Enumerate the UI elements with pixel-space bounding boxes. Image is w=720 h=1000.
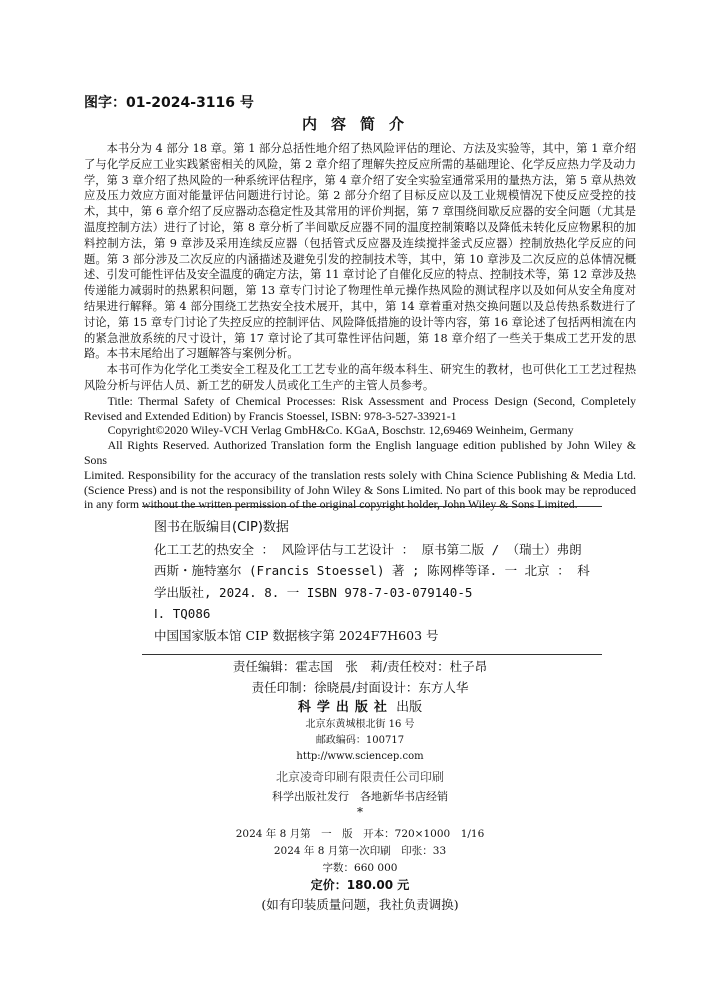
- rights-line-first: All Rights Reserved. Authorized Translation form the English language edition published by John Wiley & Sons: [84, 438, 636, 467]
- printer: 北京凌奇印刷有限责任公司印刷: [275, 770, 444, 784]
- registration-number: 图字：01-2024-3116 号: [84, 95, 254, 111]
- cip-record: 化工工艺的热安全 ： 风险评估与工艺设计 ： 原书第二版 / （瑞士）弗朗西斯・施特塞尔 (Francis Stoessel) 著 ; 陈网桦等译. 一 北京 ： 科学出版社, 2024. 8. 一 ISBN 978-7-03-079140-5: [154, 541, 590, 600]
- original-title-line: Title: Thermal Safety of Chemical Processes: Risk Assessment and Process Design (Second, Completely Revised and Extended Edition) by Francis Stoessel, ISBN: 978-3-527-33921-1: [84, 393, 636, 423]
- publisher-suffix: 出版: [396, 700, 423, 715]
- cip-verification: 中国国家版本馆 CIP 数据核字第 2024F7H603 号: [154, 627, 439, 643]
- quality-note: (如有印装质量问题，我社负责调换): [261, 897, 459, 912]
- word-count: 字数：660 000: [322, 862, 398, 874]
- summary-paragraph-2: 本书可作为化学化工类安全工程及化工工艺专业的高年级本科生、研究生的教材，也可供化工工艺过程热风险分析与评估人员、新工艺的研发人员或化工生产的主管人员参考。: [84, 363, 636, 392]
- book-summary: [84, 141, 636, 512]
- copyright-line: Copyright©2020 Wiley-VCH Verlag GmbH&Co. KGaA, Boschstr. 12,69469 Weinheim, Germany: [107, 423, 574, 438]
- publisher-website: http://www.sciencep.com: [296, 751, 424, 762]
- printing-info: 2024 年 8 月第一次印刷 印张：33: [273, 845, 447, 857]
- imprint: [0, 700, 720, 819]
- publisher-line: [0, 700, 720, 717]
- credits-production: 责任印制：徐晓晨/封面设计：东方人华: [251, 680, 469, 695]
- publisher-address: 北京东黄城根北街 16 号: [305, 719, 415, 730]
- rights-statement: Limited. Responsibility for the accuracy of the translation rests solely with China Science Publishing & Media Ltd. (Science Press) and is not the responsibility of John Wiley & Sons Limited. No part of this book may be reproduced in any form without the written permission of the original copyright holder, John Wiley & Sons Limited.: [84, 467, 636, 512]
- cip-classification: Ⅰ. TQ086: [154, 606, 211, 621]
- summary-title: 内容简介: [301, 115, 418, 133]
- separator-star: *: [357, 805, 363, 819]
- cip-data-box: [142, 506, 602, 655]
- cip-heading: 图书在版编目(CIP)数据: [154, 520, 289, 535]
- edition-info: 2024 年 8 月第 一 版 开本：720×1000 1/16: [235, 828, 485, 840]
- publisher-postcode: 邮政编码：100717: [315, 735, 405, 746]
- credits: [0, 656, 720, 698]
- book-specs: [0, 826, 720, 913]
- summary-paragraph-1: 本书分为 4 部分 18 章。第 1 部分总括性地介绍了热风险评估的理论、方法及实验等，其中，第 1 章介绍了与化学反应工业实践紧密相关的风险，第 2 章介绍了理解失控反应所需的基础理论、化学反应热力学及动力学，第 3 章介绍了热风险的一种系统评估程序，第 4 章介绍了安全实验室通常采用的量热方法，第 5 章从热效应及压力效应方面对能量评估问题进行讨论。第 2 部分介绍了目标反应以及工业规模情况下使反应受控的技术，其中，第 6 章介绍了反应器动态稳定性及其常用的评价判据，第 7 章围绕间歇反应器的安全问题（尤其是温度控制方法）进行了讨论，第 8 章分析了半间歇反应器不同的温度控制策略以及降低未转化反应物累积的加料控制方法，第 9 章涉及采用连续反应器（包括管式反应器及连续搅拌釜式反应器）控制放热化学反应的问题。第 3 部分涉及二次反应的内涵描述及避免引发的控制技术等，其中，第 10 章涉及二次反应的总体情况概述、引发可能性评估及安全温度的确定方法，第 11 章讨论了自催化反应的特点、控制技术等，第 12 章涉及热传递能力减弱时的热累积问题，第 13 章专门讨论了物理性单元操作热风险的测试程序以及如何从安全角度对结果进行解释。第 4 部分围绕工艺热安全技术展开，其中，第 14 章着重对热交换问题以及总传热系数进行了讨论，第 15 章专门讨论了失控反应的控制评估、风险降低措施的设计等内容，第 16 章论述了包括两相流在内的紧急泄放系统的尺寸设计，第 17 章讨论了其可靠性评估问题，第 18 章介绍了一些关于集成工艺开发的思路。本书末尾给出了习题解答与案例分析。: [84, 142, 636, 361]
- distribution: 科学出版社发行 各地新华书店经销: [272, 790, 448, 803]
- credits-editors: 责任编辑：霍志国 张 莉/责任校对：杜子昂: [232, 659, 488, 674]
- publisher-name: 科学出版社: [297, 700, 393, 715]
- price: 定价：180.00 元: [310, 878, 410, 892]
